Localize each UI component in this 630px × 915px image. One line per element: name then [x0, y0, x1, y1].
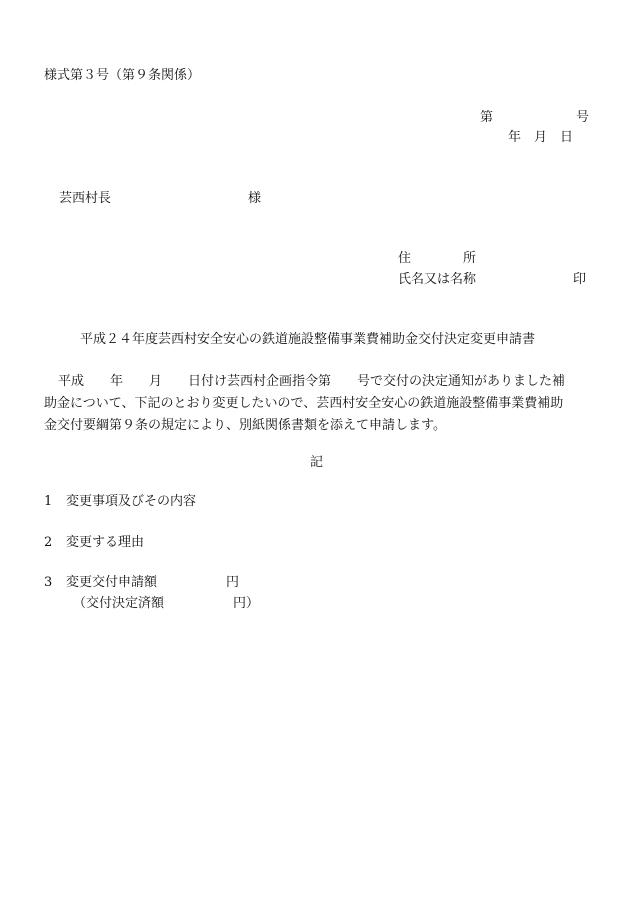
- doc-number-suffix: 号: [576, 110, 590, 125]
- body-line-2: 助金について、下記のとおり変更したいので、芸西村安全安心の鉄道施設整備事業費補助: [44, 396, 564, 411]
- item-3-unit: 円: [226, 575, 240, 590]
- form-number: 様式第３号（第９条関係）: [44, 68, 201, 83]
- item-1-label: 変更事項及びその内容: [66, 494, 197, 509]
- decided-amount-label: （交付決定済額: [73, 596, 165, 611]
- doc-number-prefix: 第: [480, 110, 494, 125]
- applicant-seal: 印: [573, 272, 587, 287]
- body-line-1: 平成 年 月 日付け芸西村企画指令第 号で交付の決定通知がありました補: [58, 374, 566, 389]
- item-1-number: 1: [44, 494, 53, 509]
- item-2-number: 2: [44, 535, 53, 550]
- item-3-label: 変更交付申請額: [66, 575, 158, 590]
- body-line-3: 金交付要綱第９条の規定により、別紙関係書類を添えて申請します。: [44, 418, 446, 433]
- addressee-honorific: 様: [248, 191, 262, 206]
- body-paragraph: [44, 371, 589, 437]
- applicant-name-label: 氏名又は名称: [398, 272, 477, 287]
- item-3-number: 3: [44, 575, 53, 590]
- decided-amount-unit: 円）: [233, 596, 260, 611]
- doc-date: 年 月 日: [508, 130, 574, 145]
- ki-heading: 記: [310, 455, 324, 470]
- document-title: 平成２４年度芸西村安全安心の鉄道施設整備事業費補助金交付決定変更申請書: [80, 332, 536, 347]
- addressee-name: 芸西村長: [59, 191, 112, 206]
- applicant-address-label: 住 所: [398, 251, 477, 266]
- item-2-label: 変更する理由: [66, 535, 145, 550]
